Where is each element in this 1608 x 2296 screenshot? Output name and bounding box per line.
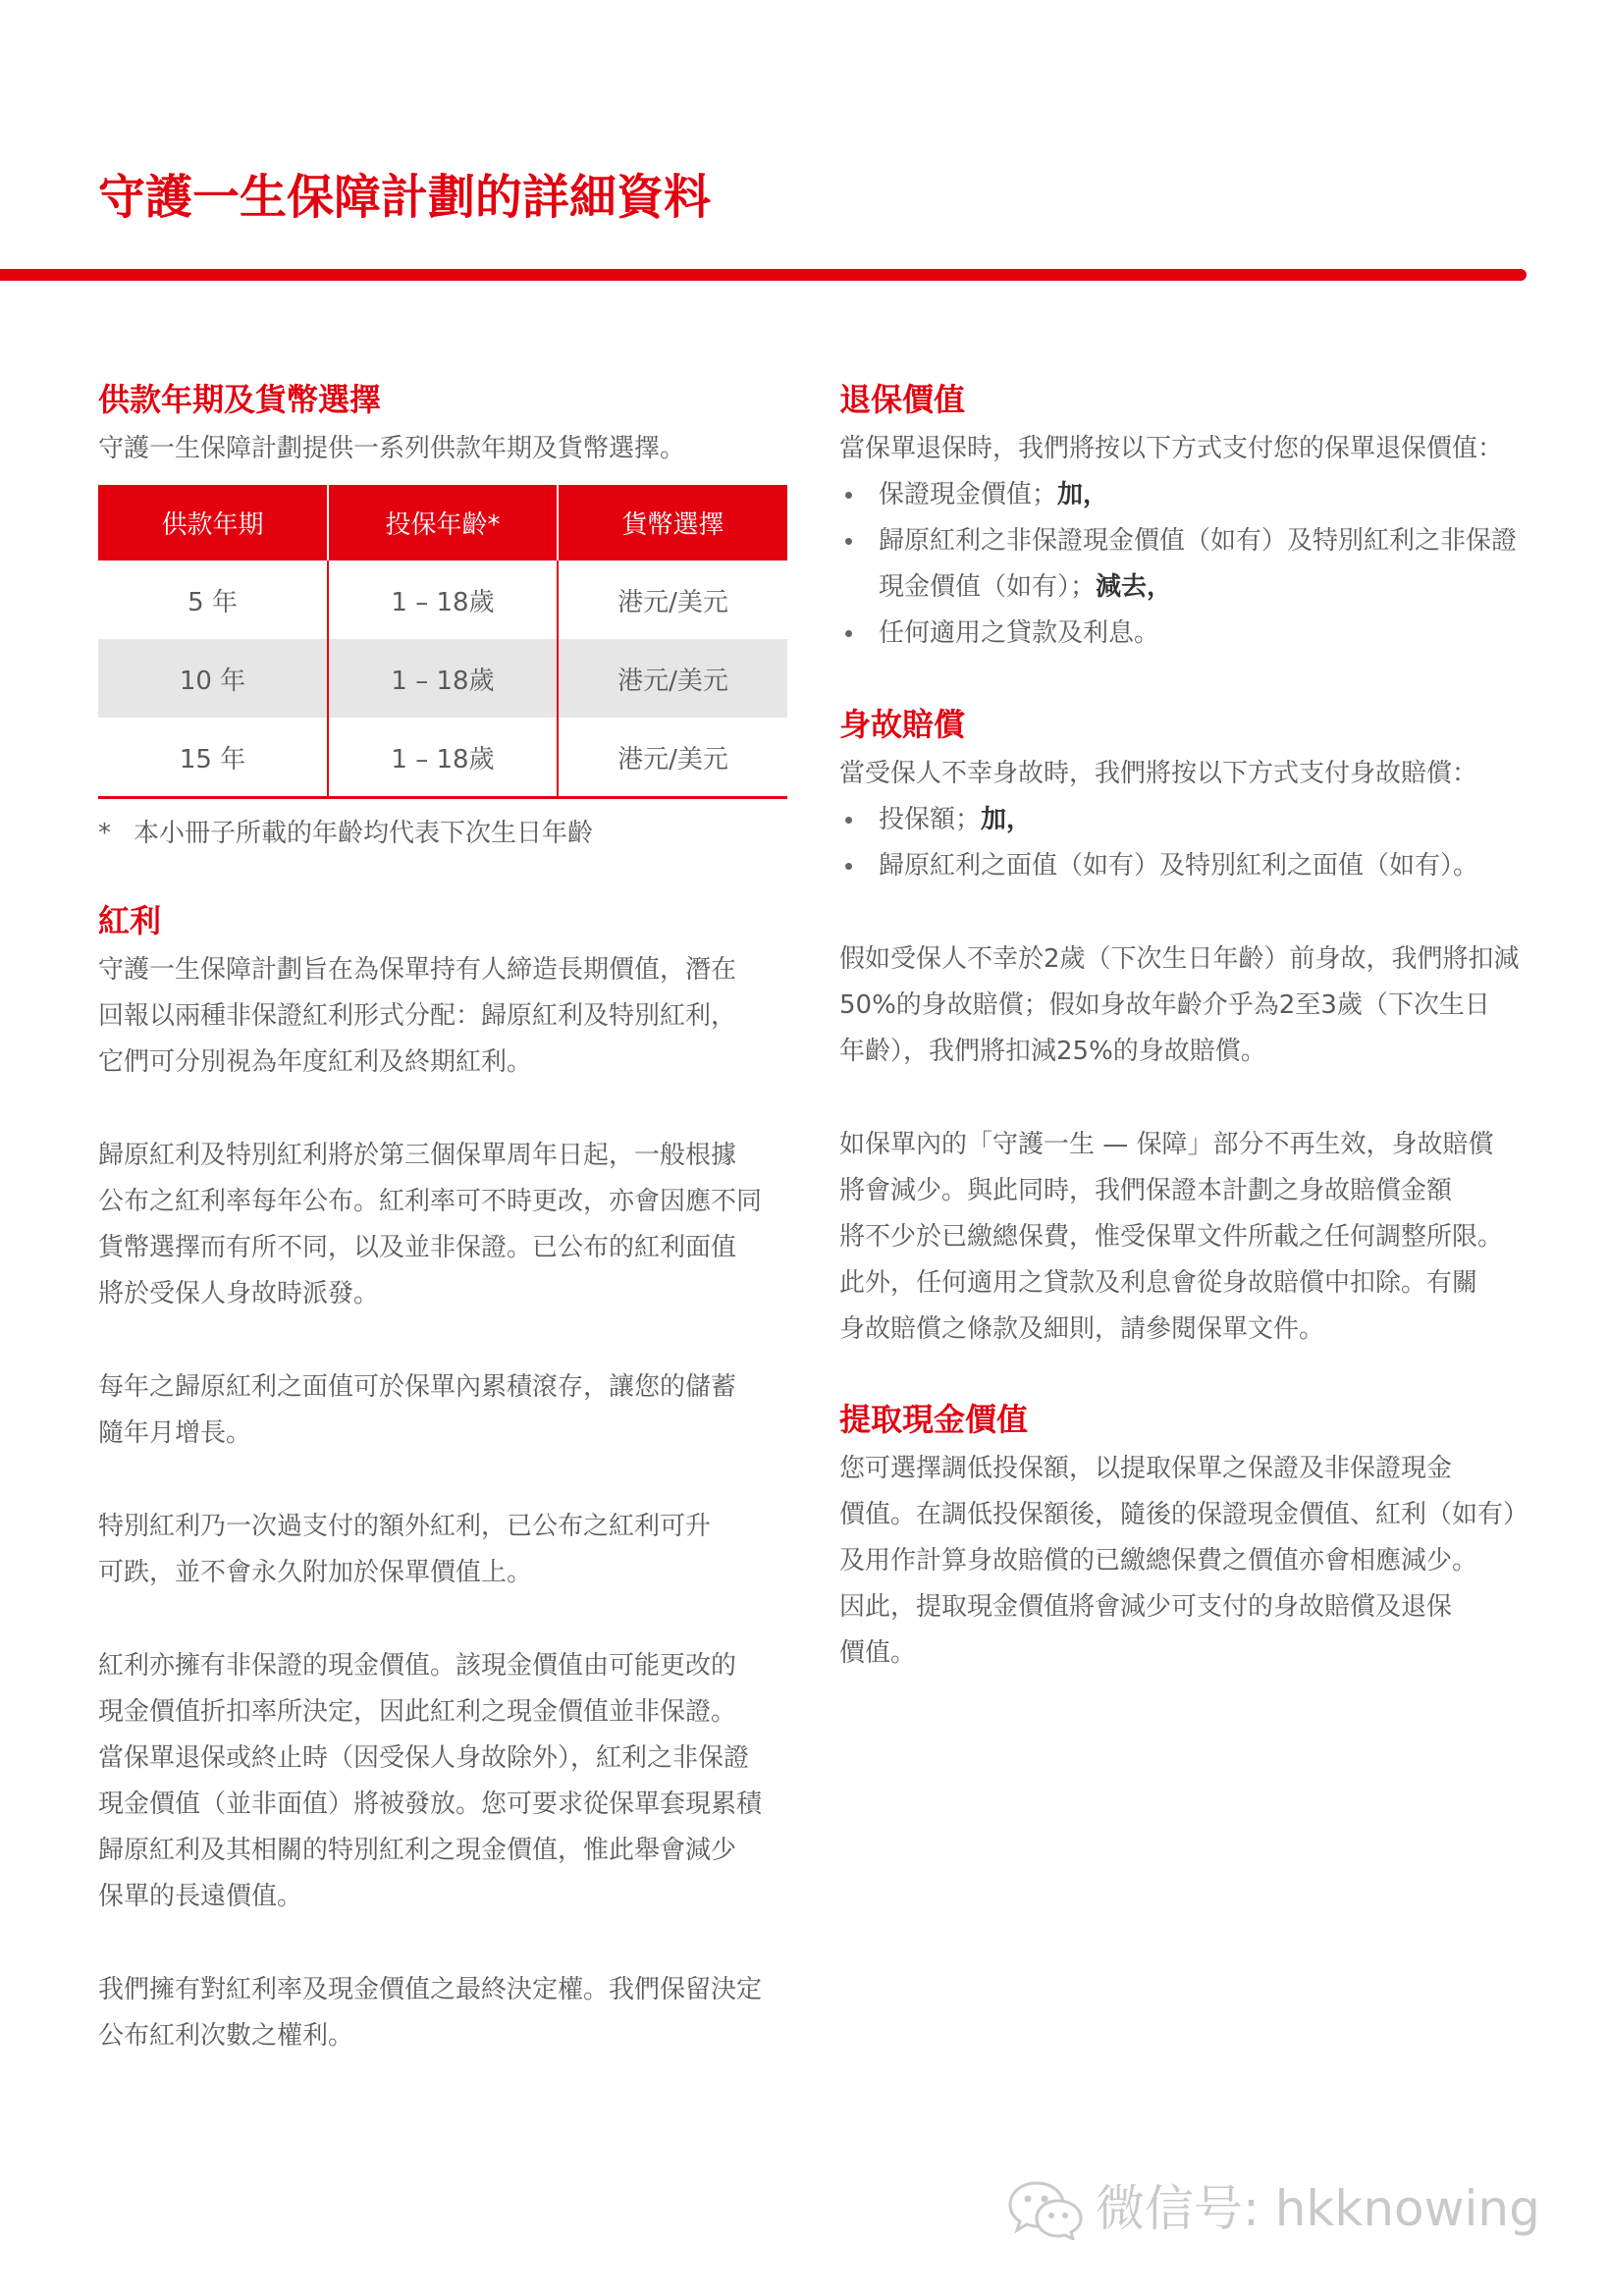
surrender-list	[839, 472, 1546, 657]
death-benefit-list	[839, 797, 1546, 889]
table-cell-age: 1 – 18歲	[328, 718, 558, 798]
term-currency-heading: 供款年期及貨幣選擇	[98, 381, 382, 418]
paragraph-line: 公布紅利次數之權利。	[98, 2021, 354, 2051]
death-benefit-heading: 身故賠償	[839, 706, 966, 743]
paragraph-line: 貨幣選擇而有所不同，以及並非保證。已公布的紅利面值	[98, 1233, 737, 1262]
term-currency-table	[98, 485, 787, 799]
paragraph-line: 每年之歸原紅利之面值可於保單內累積滾存，讓您的儲蓄	[98, 1372, 737, 1402]
table-cell-term: 15 年	[98, 718, 328, 798]
withdrawal-paragraph	[839, 1446, 1546, 1677]
death-benefit-paragraph	[839, 1122, 1546, 1353]
list-item-text: 任何適用之貸款及利息。	[879, 618, 1160, 648]
page-title: 守護一生保障計劃的詳細資料	[98, 170, 712, 225]
bonus-paragraph	[98, 1504, 795, 1596]
paragraph-line: 如保單內的「守護一生 — 保障」部分不再生效，身故賠償	[839, 1130, 1494, 1159]
paragraph-line: 價值。	[839, 1638, 917, 1668]
table-row	[98, 561, 787, 639]
paragraph-line: 現金價值折扣率所決定，因此紅利之現金價值並非保證。	[98, 1697, 737, 1727]
paragraph-line: 歸原紅利及特別紅利將於第三個保單周年日起，一般根據	[98, 1141, 737, 1170]
paragraph-line: 因此，提取現金價值將會減少可支付的身故賠償及退保	[839, 1592, 1453, 1622]
list-item-emphasis: 加，	[981, 805, 1033, 834]
list-item	[839, 611, 1546, 657]
list-item-emphasis: 加，	[1057, 480, 1109, 509]
paragraph-line: 守護一生保障計劃旨在為保單持有人締造長期價值，潛在	[98, 955, 737, 985]
paragraph-line: 將不少於已繳總保費，惟受保單文件所載之任何調整所限。	[839, 1222, 1504, 1252]
table-cell-term: 10 年	[98, 639, 328, 718]
term-currency-section	[98, 380, 795, 857]
paragraph-line: 您可選擇調低投保額，以提取保單之保證及非保證現金	[839, 1454, 1453, 1483]
paragraph-line: 價值。在調低投保額後，隨後的保證現金價值、紅利（如有）	[839, 1500, 1529, 1529]
paragraph-line: 身故賠償之條款及細則，請參閱保單文件。	[839, 1314, 1325, 1344]
list-item	[839, 843, 1546, 889]
paragraph-line: 紅利亦擁有非保證的現金價值。該現金價值由可能更改的	[98, 1651, 737, 1681]
paragraph-line: 保單的長遠價值。	[98, 1882, 303, 1911]
paragraph-line: 歸原紅利及其相關的特別紅利之現金價值，惟此舉會減少	[98, 1836, 737, 1865]
table-cell-age: 1 – 18歲	[328, 561, 558, 639]
withdrawal-heading: 提取現金價值	[839, 1401, 1029, 1438]
list-item-emphasis: 減去，	[1096, 572, 1173, 602]
bonus-heading: 紅利	[98, 902, 162, 939]
left-column	[98, 380, 795, 2059]
surrender-section	[839, 380, 1546, 657]
list-item	[839, 797, 1546, 843]
table-header-cell: 投保年齡*	[328, 485, 558, 561]
paragraph-line: 現金價值（並非面值）將被發放。您可要求從保單套現累積	[98, 1789, 763, 1819]
list-item-text: 保證現金價值；	[879, 480, 1058, 509]
paragraph-line: 50%的身故賠償；假如身故年齡介乎為2至3歲（下次生日	[839, 990, 1490, 1020]
wechat-icon	[1007, 2179, 1086, 2240]
right-column	[839, 380, 1546, 1677]
bonus-section	[98, 901, 795, 2059]
table-cell-age: 1 – 18歲	[328, 639, 558, 718]
table-header-cell: 貨幣選擇	[558, 485, 787, 561]
death-benefit-paragraph	[839, 936, 1546, 1075]
age-footnote	[98, 811, 795, 857]
paragraph-line: 年齡），我們將扣減25%的身故賠償。	[839, 1037, 1266, 1066]
paragraph-line: 公布之紅利率每年公布。紅利率可不時更改，亦會因應不同	[98, 1187, 763, 1216]
surrender-intro: 當保單退保時，我們將按以下方式支付您的保單退保價值：	[839, 434, 1504, 463]
bonus-paragraph	[98, 1967, 795, 2059]
term-currency-intro: 守護一生保障計劃提供一系列供款年期及貨幣選擇。	[98, 434, 686, 463]
table-cell-term: 5 年	[188, 587, 238, 617]
paragraph-line: 將會減少。與此同時，我們保證本計劃之身故賠償金額	[839, 1176, 1453, 1205]
paragraph-line: 此外，任何適用之貸款及利息會從身故賠償中扣除。有關	[839, 1268, 1478, 1298]
withdrawal-section	[839, 1400, 1546, 1677]
list-item-line	[879, 564, 1546, 611]
list-item	[839, 472, 1546, 518]
table-row	[98, 718, 787, 798]
bonus-paragraph	[98, 947, 795, 1086]
bonus-paragraph	[98, 1364, 795, 1457]
table-cell-currency: 港元/美元	[558, 718, 787, 798]
table-header-row	[98, 485, 787, 561]
bonus-paragraph	[98, 1133, 795, 1317]
paragraph-line: 可跌，並不會永久附加於保單價值上。	[98, 1558, 533, 1587]
title-divider	[0, 269, 1527, 281]
table-cell-currency: 港元/美元	[558, 561, 787, 639]
watermark-text: 微信号: hkknowing	[1096, 2180, 1540, 2237]
paragraph-line: 及用作計算身故賠償的已繳總保費之價值亦會相應減少。	[839, 1546, 1478, 1575]
bonus-paragraph	[98, 1643, 795, 1920]
paragraph-line: 當保單退保或終止時（因受保人身故除外），紅利之非保證	[98, 1743, 750, 1773]
list-item-text: 歸原紅利之非保證現金價值（如有）及特別紅利之非保證	[879, 526, 1518, 556]
footnote-marker: *	[98, 819, 111, 848]
paragraph-line: 假如受保人不幸於2歲（下次生日年齡）前身故，我們將扣減	[839, 944, 1520, 974]
death-benefit-section	[839, 705, 1546, 1353]
table-row	[98, 639, 787, 718]
list-item-text: 現金價值（如有）；	[879, 572, 1097, 602]
paragraph-line: 回報以兩種非保證紅利形式分配：歸原紅利及特別紅利，	[98, 1001, 737, 1031]
paragraph-line: 將於受保人身故時派發。	[98, 1279, 380, 1308]
footnote-text: 本小冊子所載的年齡均代表下次生日年齡	[134, 819, 594, 848]
table-header-cell: 供款年期	[98, 485, 328, 561]
paragraph-line: 特別紅利乃一次過支付的額外紅利，已公布之紅利可升	[98, 1512, 712, 1541]
list-item-text: 投保額；	[879, 805, 982, 834]
table-cell-currency: 港元/美元	[558, 639, 787, 718]
paragraph-line: 隨年月增長。	[98, 1418, 252, 1448]
death-benefit-intro: 當受保人不幸身故時，我們將按以下方式支付身故賠償：	[839, 759, 1478, 788]
paragraph-line: 它們可分別視為年度紅利及終期紅利。	[98, 1047, 533, 1077]
surrender-heading: 退保價值	[839, 381, 966, 418]
list-item-text: 歸原紅利之面值（如有）及特別紅利之面值（如有）。	[879, 851, 1479, 881]
paragraph-line: 我們擁有對紅利率及現金價值之最終決定權。我們保留決定	[98, 1975, 763, 2004]
list-item	[839, 518, 1546, 611]
